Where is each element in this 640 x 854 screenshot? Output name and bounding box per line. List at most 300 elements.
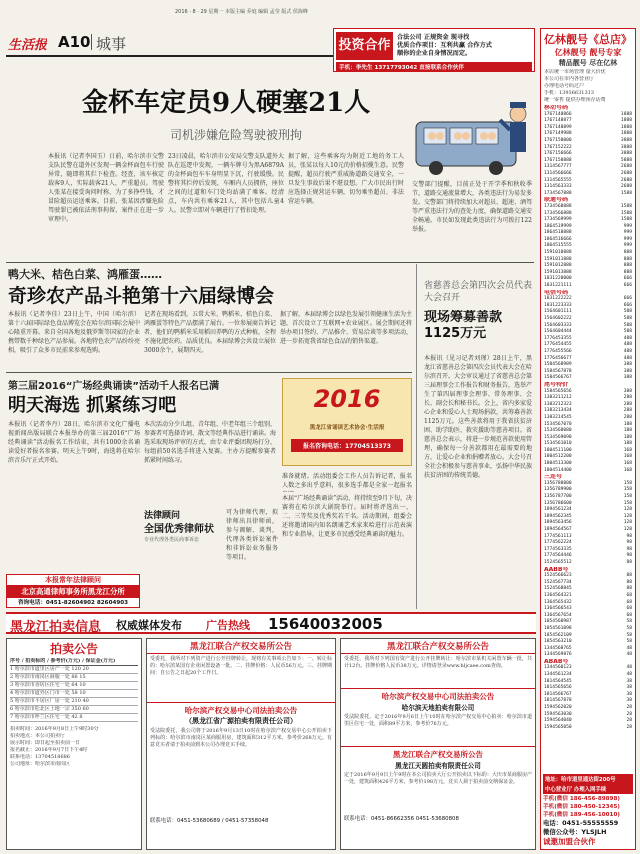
number-value: 1864519999 xyxy=(544,223,572,229)
poster-sponsor: 黑龙江省诵读艺术协会·生活报 xyxy=(309,425,385,431)
number-value: 1894563456 xyxy=(544,520,572,526)
number-row[interactable] xyxy=(544,329,632,336)
number-price: 38 xyxy=(626,698,632,704)
number-value: 1383212323 xyxy=(544,401,572,407)
number-price: 1888 xyxy=(620,124,632,130)
store-phone[interactable]: 手机(微信 186-456-89898) xyxy=(543,796,620,802)
auction-note: 拍卖时间：2016年9月8日上午9时30分 xyxy=(10,726,99,732)
divider xyxy=(6,262,534,263)
number-price: 88 xyxy=(626,579,632,585)
number-value: 1564601111 xyxy=(544,309,572,315)
number-price: 999 xyxy=(623,236,632,242)
number-store-footer xyxy=(543,774,633,847)
auction-right-body-1: 受委托，我所对下列国有资产进行公开挂牌转让：哈尔滨市某机关闲置车辆一批，共计12台。挂牌价格人民币38万元。详情请登录www.hljcaee.com查询。 xyxy=(344,656,532,669)
number-row[interactable] xyxy=(544,520,632,527)
number-price: 68 xyxy=(626,592,632,598)
auction-note: 拍卖地点：本公司拍卖厅 xyxy=(10,733,66,739)
investment-line-1: 合法公司 正规资金 现寻找 xyxy=(397,34,470,41)
number-value: 1564602222 xyxy=(544,316,572,321)
number-value: 1314563333 xyxy=(544,184,572,190)
number-value: 1534567070 xyxy=(544,421,572,427)
store-landline[interactable]: 电话：0451-55555559 xyxy=(543,819,619,827)
number-row[interactable] xyxy=(544,375,632,382)
number-price: 666 xyxy=(623,296,632,302)
number-store-note: 手机：13936631313 xyxy=(544,90,594,96)
number-price: 28 xyxy=(626,705,632,711)
store-wechat: 微信公众号：YLSJLH xyxy=(543,828,607,836)
number-section-label: 尾号特价 xyxy=(544,381,569,388)
number-value: 1776454455 xyxy=(544,342,572,348)
lead-col-3: 据了解，这些乘客均为附近工地的务工人员，张某以每人10元的价格招揽生意。民警提醒，超员行驶严重威胁道路交通安全，一旦发生事故后果不堪设想。广大市民出行时应选择正规营运车辆，切勿乘坐超员、非法营运车辆。 xyxy=(288,153,404,205)
number-price: 888 xyxy=(623,263,632,269)
number-price: 388 xyxy=(623,388,632,394)
number-value: 1804514400 xyxy=(544,467,572,473)
number-row[interactable] xyxy=(544,204,632,211)
number-price: 68 xyxy=(626,599,632,605)
lawyer-ad-phone[interactable]: 咨询电话：0451-82604902 82604903 xyxy=(17,600,129,606)
number-price: 1588 xyxy=(620,217,632,223)
investment-line-2: 优质合作项目：互利共赢 合作方式 xyxy=(397,42,492,49)
number-row[interactable] xyxy=(544,151,632,158)
number-store-slogan: 精品靓号 尽在亿林 xyxy=(558,59,618,67)
number-value: 1584565656 xyxy=(544,388,572,394)
number-value: 1767158888 xyxy=(544,157,572,163)
number-price: 98 xyxy=(626,540,632,546)
number-row[interactable] xyxy=(544,718,632,725)
number-value: 1314566666 xyxy=(544,170,572,176)
number-price: 28 xyxy=(626,718,632,724)
lead-col-1: 本报讯（记者李国玉）日前，哈尔滨市交警支队民警在道外区发现一辆金杯面包车行驶异常，随即将其拦下检查。经查，该车核定载客9人，实际载客21人，严重超员。驾驶人张某在接受询问时称，为了多挣些钱，才冒险超员运送乘客。目前，张某因涉嫌危险驾驶罪已被依法刑事拘留，案件正在进一步审理中。 xyxy=(48,153,164,223)
number-price: 68 xyxy=(626,612,632,618)
number-price: 388 xyxy=(623,375,632,381)
number-value: 1767152222 xyxy=(544,144,572,150)
number-value: 1804513300 xyxy=(544,461,572,467)
number-value: 1584568989 xyxy=(544,362,572,368)
agri-col-2: 记者在现场看到，五常大米、鸭稻米、桔色白菜、鸿雁蛋等特色产品摆满了展台。一位参展商告诉记者，他们的鸭稻米采用稻田养鸭的方式种植，全程不施化肥农药，品质优良。本届绿博会共设立展位3000余个，展期四天。 xyxy=(144,311,276,354)
number-value: 1894561234 xyxy=(544,507,572,513)
number-store-note: 办理电话号码过户 xyxy=(544,83,585,89)
number-value: 1831223333 xyxy=(544,302,572,308)
number-value: 1524565512 xyxy=(544,559,572,565)
auction-left-title: 拍卖公告 xyxy=(49,642,98,656)
number-price: 888 xyxy=(623,250,632,256)
number-value: 1594564040 xyxy=(544,718,572,724)
number-value: 1814567878 xyxy=(544,698,572,704)
number-row[interactable] xyxy=(544,428,632,435)
contest-kicker: 第三届2016“广场经典诵读”活动千人报名已满 xyxy=(8,381,219,392)
column-rule xyxy=(416,264,417,609)
auction-right-title-3: 黑龙江联合产权交易所公告 xyxy=(341,746,535,760)
auction-table-row: 4 哈尔滨市道外区门市一处 58 10 xyxy=(10,690,138,698)
investment-badge: 投资合作 xyxy=(336,32,393,60)
number-price: 168 xyxy=(623,454,632,460)
number-value: 1776455566 xyxy=(544,348,572,354)
number-row[interactable] xyxy=(544,408,632,415)
number-value: 1314565555 xyxy=(544,177,572,183)
charity-body: 本报讯（见习记者刘瑾）28日上午，黑龙江省慈善总会第四次会员代表大会在哈尔滨召开。大会审议通过了省慈善总会第三届理事会工作报告和财务报告，选举产生了第四届理事会理事、常务理事、会长、副会长和秘书长。会上，省内多家爱心企业和爱心人士现场捐款，共筹募善款1125万元。这些善款将用于我省扶贫济困、助学助医、救灾援助等慈善项目。省慈善总会表示，将进一步规范善款使用管理，确保每一分善款都用在最需要的地方，让爱心企业和捐赠者放心。大会号召全社会积极参与慈善事业，弘扬中华民族扶贫济困的传统美德。 xyxy=(424,355,532,479)
number-list xyxy=(541,105,635,745)
number-value: 1864515555 xyxy=(544,243,572,249)
law-box-title: 全国优秀律师状 xyxy=(144,524,214,535)
number-value: 1831221111 xyxy=(544,283,572,289)
number-value: 1344560123 xyxy=(544,665,572,671)
lead-col-4: 交警部门提醒，目前正处于开学季和秋收季节，道路交通流量增大，各类违法行为易发多发。交警部门将持续加大对超员、超速、酒驾等严重违法行为的查处力度，确保道路交通安全畅通。市民如发现此类违法行为可拨打122举报。 xyxy=(412,181,532,233)
number-row[interactable] xyxy=(544,540,632,547)
number-store-notes xyxy=(541,68,635,105)
poster-hotline[interactable]: 报名咨询电话：17704513373 xyxy=(291,439,403,452)
number-section-label: ABAB号 xyxy=(544,658,569,665)
lawyer-ad-name: 北京高通律师事务所黑龙江分所 xyxy=(7,585,139,598)
contest-col-1: 本报讯（记者李丹）28日，哈尔滨市文化广播电视新闻出版局联合本报举办的第三届2016“广场经典诵读”活动报名工作结束，共有1000余名诵读爱好者报名参赛。明天上午9时，海选将在哈尔滨音乐厅正式开始。 xyxy=(8,421,140,464)
number-value: 1767148899 xyxy=(544,124,572,130)
number-value: 1774563335 xyxy=(544,546,572,552)
number-value: 1767156666 xyxy=(544,151,572,157)
number-price: 3888 xyxy=(620,144,632,150)
number-price: 88 xyxy=(626,573,632,579)
number-store-note: 本店统一市场管理 量大价优 xyxy=(544,69,606,75)
number-price: 68 xyxy=(626,606,632,612)
number-price: 168 xyxy=(623,447,632,453)
number-value: 1734567888 xyxy=(544,190,572,196)
store-phone[interactable]: 手机(微信 189-456-10010) xyxy=(543,812,620,818)
number-row[interactable] xyxy=(544,131,632,138)
number-row[interactable] xyxy=(544,468,632,475)
auction-note: 展示时间：即日起至拍卖前一日 xyxy=(10,740,81,746)
auction-right-body-2: 受法院委托，定于2016年9月6日上午10时在哈尔滨产权交易中心拍卖：哈尔滨市道里区住宅一处，面积89平方米，参考价76万元。 xyxy=(344,714,532,727)
auction-table-row: 3 哈尔滨市香坊区住宅一处 64 10 xyxy=(10,682,138,690)
number-value: 1534568080 xyxy=(544,428,572,434)
number-price: 98 xyxy=(626,533,632,539)
number-price: 1888 xyxy=(620,111,632,117)
auction-table-row: 6 哈尔滨市松北区土地一宗 350 60 xyxy=(10,706,138,714)
number-row[interactable] xyxy=(544,250,632,257)
number-row[interactable] xyxy=(544,171,632,178)
number-price: 288 xyxy=(623,401,632,407)
law-box-side: 可为律师代理，拟律师出具律师函，参与调解、谈判，代理各类诉讼案件和非诉讼业务服务等项目。 xyxy=(226,509,278,561)
number-price: 158 xyxy=(623,494,632,500)
number-price: 128 xyxy=(623,513,632,519)
agri-col-3: 据了解，本届绿博会以绿色发展引领健康生活为主题，首次设立了互联网+农业展区。展会期间还将举办项目签约、产品推介、贸易洽谈等多项活动，进一步拓宽我省绿色食品的销售渠道。 xyxy=(280,311,412,345)
number-row[interactable] xyxy=(544,118,632,125)
auction-table-row: 2 哈尔滨市南岗区商服一处 86 15 xyxy=(10,674,138,682)
auction-note: 报名截止：2016年9月7日下午4时 xyxy=(10,747,88,753)
number-value: 1854561098 xyxy=(544,625,572,631)
number-value: 1767148877 xyxy=(544,118,572,124)
number-value: 1364566543 xyxy=(544,606,572,612)
number-price: 3888 xyxy=(620,137,632,143)
number-price: 288 xyxy=(623,395,632,401)
number-store-title: 亿林靓号《总店》 xyxy=(544,33,632,46)
number-section-label: AABB号 xyxy=(544,566,569,573)
number-price: 38 xyxy=(626,685,632,691)
law-box[interactable] xyxy=(144,508,278,608)
number-value: 1584566767 xyxy=(544,375,572,381)
number-price: 488 xyxy=(623,342,632,348)
number-price: 2688 xyxy=(620,184,632,190)
number-row[interactable] xyxy=(544,461,632,468)
number-price: 98 xyxy=(626,553,632,559)
number-price: 588 xyxy=(623,329,632,335)
number-row[interactable] xyxy=(544,507,632,514)
number-value: 1383214545 xyxy=(544,414,572,420)
number-price: 188 xyxy=(623,428,632,434)
number-value: 1383213434 xyxy=(544,408,572,414)
investment-ad[interactable] xyxy=(333,28,535,72)
number-value: 1894564567 xyxy=(544,527,572,532)
number-value: 1534569090 xyxy=(544,434,572,440)
contest-col-3: 准备就绪。活动组委会工作人员告诉记者，报名人数之多出乎意料，很多选手都是全家一起报名 xyxy=(282,473,412,489)
number-value: 1734566888 xyxy=(544,210,572,216)
number-value: 1584567878 xyxy=(544,368,572,374)
store-phone[interactable]: 手机(微信 180-450-12345) xyxy=(543,804,620,810)
store-address: 地址：哈市道里通达街200号 xyxy=(543,774,633,784)
auction-left-notes xyxy=(7,722,141,768)
number-row[interactable] xyxy=(544,626,632,633)
number-value: 1767149988 xyxy=(544,131,572,137)
number-row[interactable] xyxy=(544,527,632,534)
number-section-label: 电信号码 xyxy=(544,289,569,296)
number-price: 999 xyxy=(623,243,632,249)
auction-right-contact[interactable]: 联系电话：0451-86662356 0451-53680808 xyxy=(344,816,459,822)
number-price: 158 xyxy=(623,500,632,506)
number-price: 38 xyxy=(626,691,632,697)
number-row[interactable] xyxy=(544,263,632,270)
auction-bar-subtitle: 权威媒体发布 xyxy=(116,619,182,632)
contest-headline: 明天海选 抓紧练习吧 xyxy=(8,395,177,416)
number-price: 1888 xyxy=(620,131,632,137)
section-name: 城事 xyxy=(96,35,127,53)
poster-year: 2016 xyxy=(313,385,381,413)
contest-poster xyxy=(282,378,412,466)
number-value: 1814564545 xyxy=(544,678,572,684)
number-row[interactable] xyxy=(544,573,632,580)
number-row[interactable] xyxy=(544,362,632,369)
auction-mid-title: 黑龙江联合产权交易所公告 xyxy=(147,639,335,654)
number-price: 58 xyxy=(626,625,632,631)
number-price: 666 xyxy=(623,302,632,308)
number-value: 1804511100 xyxy=(544,447,572,453)
number-price: 1588 xyxy=(620,203,632,209)
number-value: 1591012888 xyxy=(544,263,572,269)
auction-table-header: 序号 / 拍卖标的 / 参考价(万元) / 保证金(万元) xyxy=(10,658,138,666)
number-value: 1356788800 xyxy=(544,480,572,486)
agri-headline: 奇珍农产品斗艳第十六届绿博会 xyxy=(8,285,275,307)
number-value: 1356789900 xyxy=(544,487,572,493)
number-price: 888 xyxy=(623,256,632,262)
number-value: 1534561010 xyxy=(544,441,572,447)
number-price: 2688 xyxy=(620,177,632,183)
police-illustration xyxy=(410,84,536,180)
number-price: 3888 xyxy=(620,151,632,157)
number-price: 28 xyxy=(626,711,632,717)
number-row[interactable] xyxy=(544,184,632,191)
number-store-note: 统一零售 提供办理预存话费 xyxy=(544,97,606,103)
number-price: 2688 xyxy=(620,164,632,170)
auction-mid-body-2: 受法院委托，我公司将于2016年9月13日10时在哈尔滨产权交易中心公开拍卖下列标的：哈尔滨市南岗区某商服用房，建筑面积312平方米，参考价268万元。有意竞买者请于拍卖前到本公司办理竞买手续。 xyxy=(150,728,332,748)
auction-left xyxy=(6,638,142,850)
number-price: 666 xyxy=(623,276,632,282)
number-value: 1854562109 xyxy=(544,632,572,638)
number-row[interactable] xyxy=(544,593,632,600)
number-price: 88 xyxy=(626,586,632,592)
number-price: 288 xyxy=(623,414,632,420)
number-value: 1594563030 xyxy=(544,711,572,717)
store-hall: 中心营业厅 办理入网手续 xyxy=(543,784,633,794)
number-row[interactable] xyxy=(544,415,632,422)
number-section-label: 三连号 xyxy=(544,474,563,481)
investment-line-3: 顺你的企业自身情况而定。 xyxy=(397,50,472,57)
header-divider xyxy=(91,34,92,50)
auction-right-title: 黑龙江联合产权交易所公告 xyxy=(341,639,535,654)
number-value: 1524567734 xyxy=(544,579,572,585)
number-value: 1364565432 xyxy=(544,599,572,605)
agri-col-1: 本报讯（记者李佳）23日上午，中国（哈尔滨）第十六届国际绿色食品博览会在哈尔滨国际会展中心隆重开幕。来自全国各地及俄罗斯等国家的企业携带数千种绿色产品参展。各地特色农产品纷纷亮相，吸引了众多市民前来参观选购。 xyxy=(8,311,140,354)
number-row[interactable] xyxy=(544,586,632,593)
number-value: 1364567654 xyxy=(544,612,572,618)
number-value: 1814565656 xyxy=(544,685,572,691)
charity-headline: 现场筹募善款1125万元 xyxy=(424,310,503,341)
number-section-label: 移动号码 xyxy=(544,105,569,111)
number-price: 48 xyxy=(626,652,632,658)
header-date-line: 2016 · 8 · 29 星期一 本版主编 乔庭 编辑 孟莹 版式 侯海峰 xyxy=(175,9,308,15)
number-row[interactable] xyxy=(544,316,632,323)
number-value: 1814566767 xyxy=(544,691,572,697)
number-price: 28 xyxy=(626,724,632,730)
number-price: 288 xyxy=(623,408,632,414)
auction-mid-title-2: 哈尔滨产权交易中心司法拍卖公告 xyxy=(147,702,335,716)
auction-right-company: 哈尔滨天地拍卖有限公司 xyxy=(401,704,475,712)
phone-number-ad-column[interactable] xyxy=(540,28,636,850)
number-value: 1591011888 xyxy=(544,256,572,262)
auction-bar-phone[interactable]: 15640032005 xyxy=(268,615,383,633)
auction-right-title-2: 哈尔滨产权交易中心司法拍卖公告 xyxy=(341,688,535,702)
number-row[interactable] xyxy=(544,395,632,402)
divider xyxy=(6,372,412,373)
number-row[interactable] xyxy=(544,349,632,356)
number-value: 1864516666 xyxy=(544,236,572,242)
number-price: 48 xyxy=(626,672,632,678)
number-value: 1591010888 xyxy=(544,250,572,256)
number-price: 48 xyxy=(626,645,632,651)
number-price: 588 xyxy=(623,322,632,328)
lead-subhead: 司机涉嫌危险驾驶被刑拘 xyxy=(170,128,303,142)
number-price: 1888 xyxy=(620,118,632,124)
number-price: 158 xyxy=(623,480,632,486)
number-row[interactable] xyxy=(544,606,632,613)
number-price: 188 xyxy=(623,434,632,440)
number-price: 48 xyxy=(626,665,632,671)
auction-right-company-3: 黑龙江天圆拍卖有限责任公司 xyxy=(395,762,481,770)
number-value: 1594562020 xyxy=(544,705,572,711)
number-price: 188 xyxy=(623,421,632,427)
number-price: 388 xyxy=(623,362,632,368)
number-price: 666 xyxy=(623,283,632,289)
number-value: 1344569876 xyxy=(544,652,572,658)
number-value: 1776456677 xyxy=(544,355,572,361)
number-row[interactable] xyxy=(544,309,632,316)
section-code: A10 xyxy=(58,33,91,51)
store-slogan: 诚邀加盟合伙作 xyxy=(543,837,596,846)
number-row[interactable] xyxy=(544,494,632,501)
lead-col-2: 23日凌晨，哈尔滨市公安局交警支队道外大队在巡逻中发现，一辆车牌号为黑A6879A的金杯面包车车身明显下沉，行驶缓慢。民警将其拦停后发现，车厢内人员拥挤，座位之间的过道和车门处均站满了乘客。经清点，车内共有乘客21人，其中包括儿童4人。民警立即对车辆进行了暂扣处理。 xyxy=(168,153,284,214)
number-row[interactable] xyxy=(544,619,632,626)
number-value: 1767150000 xyxy=(544,137,572,143)
number-price: 588 xyxy=(623,316,632,321)
number-price: 38 xyxy=(626,678,632,684)
number-value: 1356786600 xyxy=(544,500,572,506)
number-row[interactable] xyxy=(544,685,632,692)
number-price: 168 xyxy=(623,461,632,467)
number-row[interactable] xyxy=(544,725,632,732)
number-price: 188 xyxy=(623,441,632,447)
number-row[interactable] xyxy=(544,342,632,349)
auction-bar-title: 黑龙江拍卖信息 xyxy=(10,620,102,635)
number-row[interactable] xyxy=(544,164,632,171)
number-value: 1831220000 xyxy=(544,276,572,282)
number-row[interactable] xyxy=(544,553,632,560)
number-price: 58 xyxy=(626,619,632,625)
number-row[interactable] xyxy=(544,672,632,679)
number-price: 999 xyxy=(623,230,632,236)
number-row[interactable] xyxy=(544,191,632,198)
number-section-label: 联通号码 xyxy=(544,197,569,204)
number-value: 1524568845 xyxy=(544,586,572,592)
number-value: 1564603333 xyxy=(544,322,572,328)
number-value: 1864518888 xyxy=(544,230,572,236)
number-price: 999 xyxy=(623,223,632,229)
number-row[interactable] xyxy=(544,230,632,237)
number-value: 1767148866 xyxy=(544,111,572,117)
number-value: 1831222222 xyxy=(544,296,572,302)
number-row[interactable] xyxy=(544,441,632,448)
number-row[interactable] xyxy=(544,639,632,646)
auction-bar xyxy=(6,612,536,634)
contest-col-4: 本届“广场经典诵读”活动，将持续至9月下旬，决赛将在哈尔滨大剧院举行。届时将评选出一、二、三等奖及优秀奖若干名。活动期间，组委会还将邀请国内知名朗诵艺术家来哈进行示范表演和专业指导，让更多市民感受经典诵读的魅力。 xyxy=(282,495,412,538)
number-value: 1591013888 xyxy=(544,269,572,275)
number-row[interactable] xyxy=(544,217,632,224)
auction-right-body-3: 定于2016年9月9日上午9时在本公司拍卖大厅公开拍卖以下标的：大庆市某商服房产一处，建筑面积426平方米，参考价198万元。竞买人须于拍卖前交纳保证金。 xyxy=(344,772,532,785)
lawyer-ad[interactable] xyxy=(6,574,140,608)
number-row[interactable] xyxy=(544,296,632,303)
number-value: 1734569999 xyxy=(544,217,572,223)
auction-note: 公司地址：哈尔滨市南岗区 xyxy=(10,761,71,767)
contest-col-2: 本次活动分少儿组、青年组、中老年组三个组别，参赛者可选择诗词、散文等经典作品进行诵读。海选采取现场评审的方式，由专业评委团现场打分，每组前50名选手将进入复赛。主办方提醒参赛者抓紧时间练习。 xyxy=(144,421,276,464)
number-value: 1734568888 xyxy=(544,203,572,209)
investment-contact: 手机：李先生 13717793042 直接联系合作伙伴 xyxy=(336,62,532,72)
number-value: 1564604444 xyxy=(544,329,572,335)
number-price: 1588 xyxy=(620,210,632,216)
number-row[interactable] xyxy=(544,283,632,290)
number-row[interactable] xyxy=(544,560,632,567)
number-price: 488 xyxy=(623,348,632,354)
charity-kicker: 省慈善总会第四次会员代表大会召开 xyxy=(424,281,533,303)
auction-table-row: 1 哈尔滨市道里区房产一处 120 20 xyxy=(10,666,138,674)
auction-mid-contact[interactable]: 联系电话：0451-53680689 / 0451-57358048 xyxy=(150,818,269,824)
number-value: 1894562345 xyxy=(544,513,572,519)
number-price: 2688 xyxy=(620,170,632,176)
number-row[interactable] xyxy=(544,652,632,659)
number-value: 1314567777 xyxy=(544,164,572,170)
number-value: 1774561113 xyxy=(544,533,572,539)
number-price: 58 xyxy=(626,639,632,645)
number-price: 388 xyxy=(623,368,632,374)
number-price: 58 xyxy=(626,632,632,638)
number-row[interactable] xyxy=(544,705,632,712)
number-value: 1356787700 xyxy=(544,494,572,500)
number-price: 168 xyxy=(623,467,632,473)
number-price: 488 xyxy=(623,335,632,341)
number-row[interactable] xyxy=(544,138,632,145)
